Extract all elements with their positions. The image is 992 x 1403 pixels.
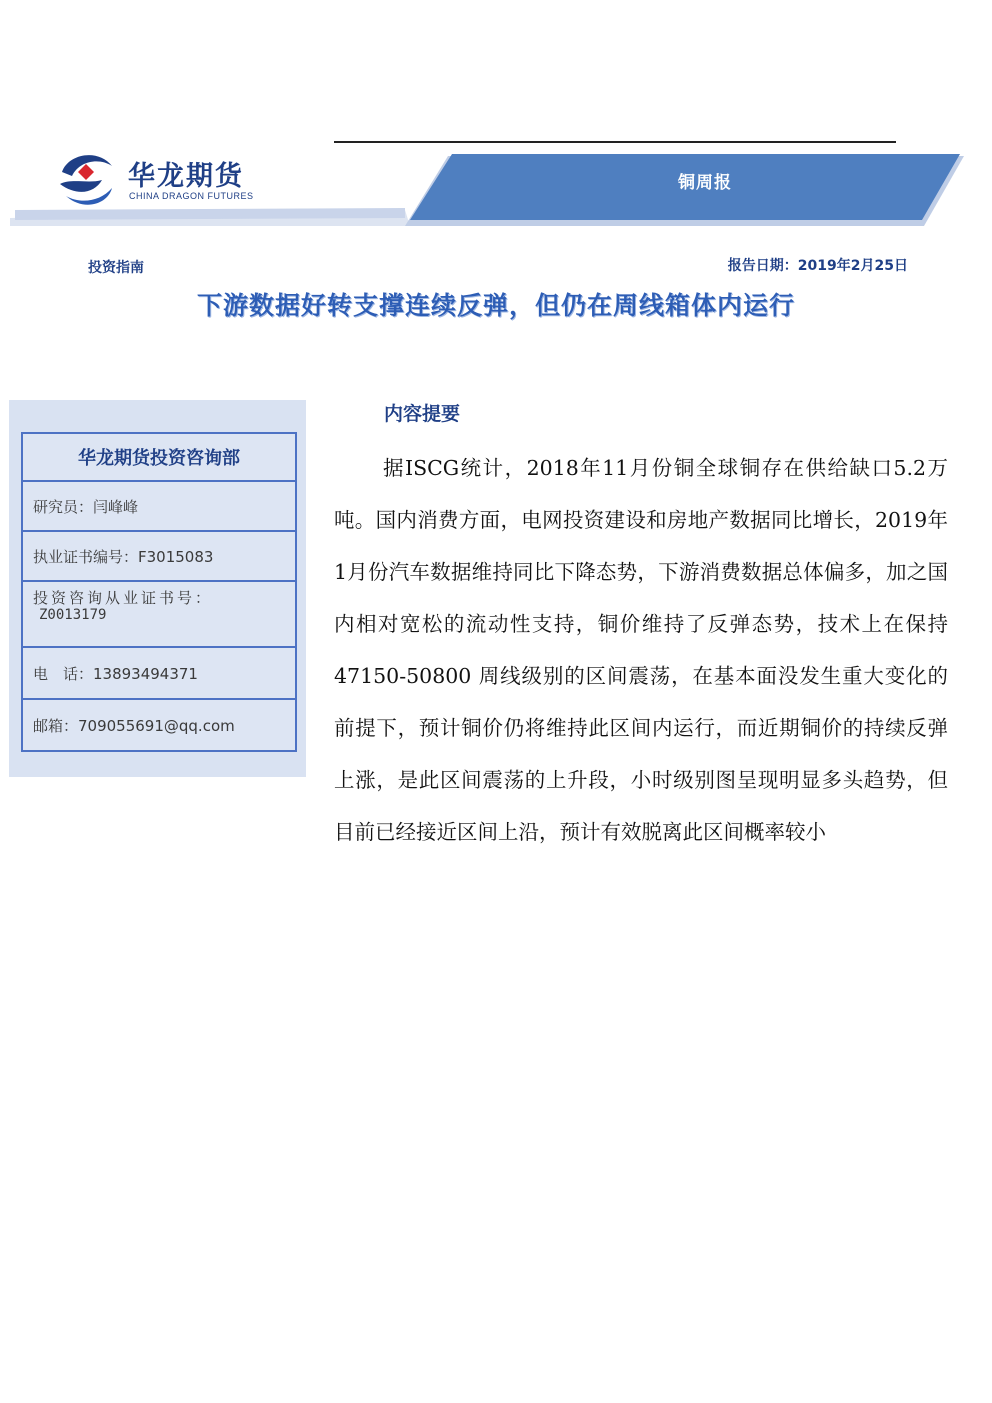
company-logo [58, 150, 258, 210]
header-rule [334, 141, 896, 143]
email-address[interactable]: 邮箱：709055691@qq.com [33, 716, 235, 735]
license-number: 执业证书编号：F3015083 [23, 532, 295, 582]
phone-number[interactable]: 电 话：13893494371 [23, 648, 295, 700]
logo-name-en: CHINA DRAGON FUTURES [129, 191, 254, 201]
department-name: 华龙期货投资咨询部 [23, 434, 295, 482]
china-dragon-wave-logo-icon [58, 150, 118, 210]
report-date: 报告日期：2019年2月25日 [727, 258, 908, 274]
contact-card [21, 432, 297, 752]
summary-title: 内容提要 [384, 403, 461, 425]
section-guide-label: 投资指南 [88, 260, 144, 276]
logo-name-cn: 华龙期货 [128, 161, 244, 192]
page-title: 下游数据好转支撑连续反弹，但仍在周线箱体内运行 [196, 291, 795, 320]
advisor-cert-number: Z0013179 [39, 607, 107, 623]
analyst-name: 研究员：闫峰峰 [23, 482, 295, 532]
report-type-label: 铜周报 [678, 173, 732, 193]
advisor-cert-label: 投资咨询从业证书号： [33, 589, 214, 607]
advisor-cert [23, 582, 295, 648]
contact-sidebar [9, 400, 306, 777]
summary-body: 据ISCG统计，2018年11月份铜全球铜存在供给缺口5.2万吨。国内消费方面，电网投资建设和房地产数据同比增长，2019年1月份汽车数据维持同比下降态势，下游消费数据总体偏多，加之国内相对宽松的流动性支持，铜价维持了反弹态势，技术上在保持 47150-50800 周线级别的区间震荡，在基本面没发生重大变化的前提下，预计铜价仍将维持此区间内运行，而近期铜价的持续反弹上涨，是此区间震荡的上升段，小时级别图呈现明显多头趋势，但目前已经接近区间上沿，预计有效脱离此区间概率较小 [334, 456, 948, 844]
